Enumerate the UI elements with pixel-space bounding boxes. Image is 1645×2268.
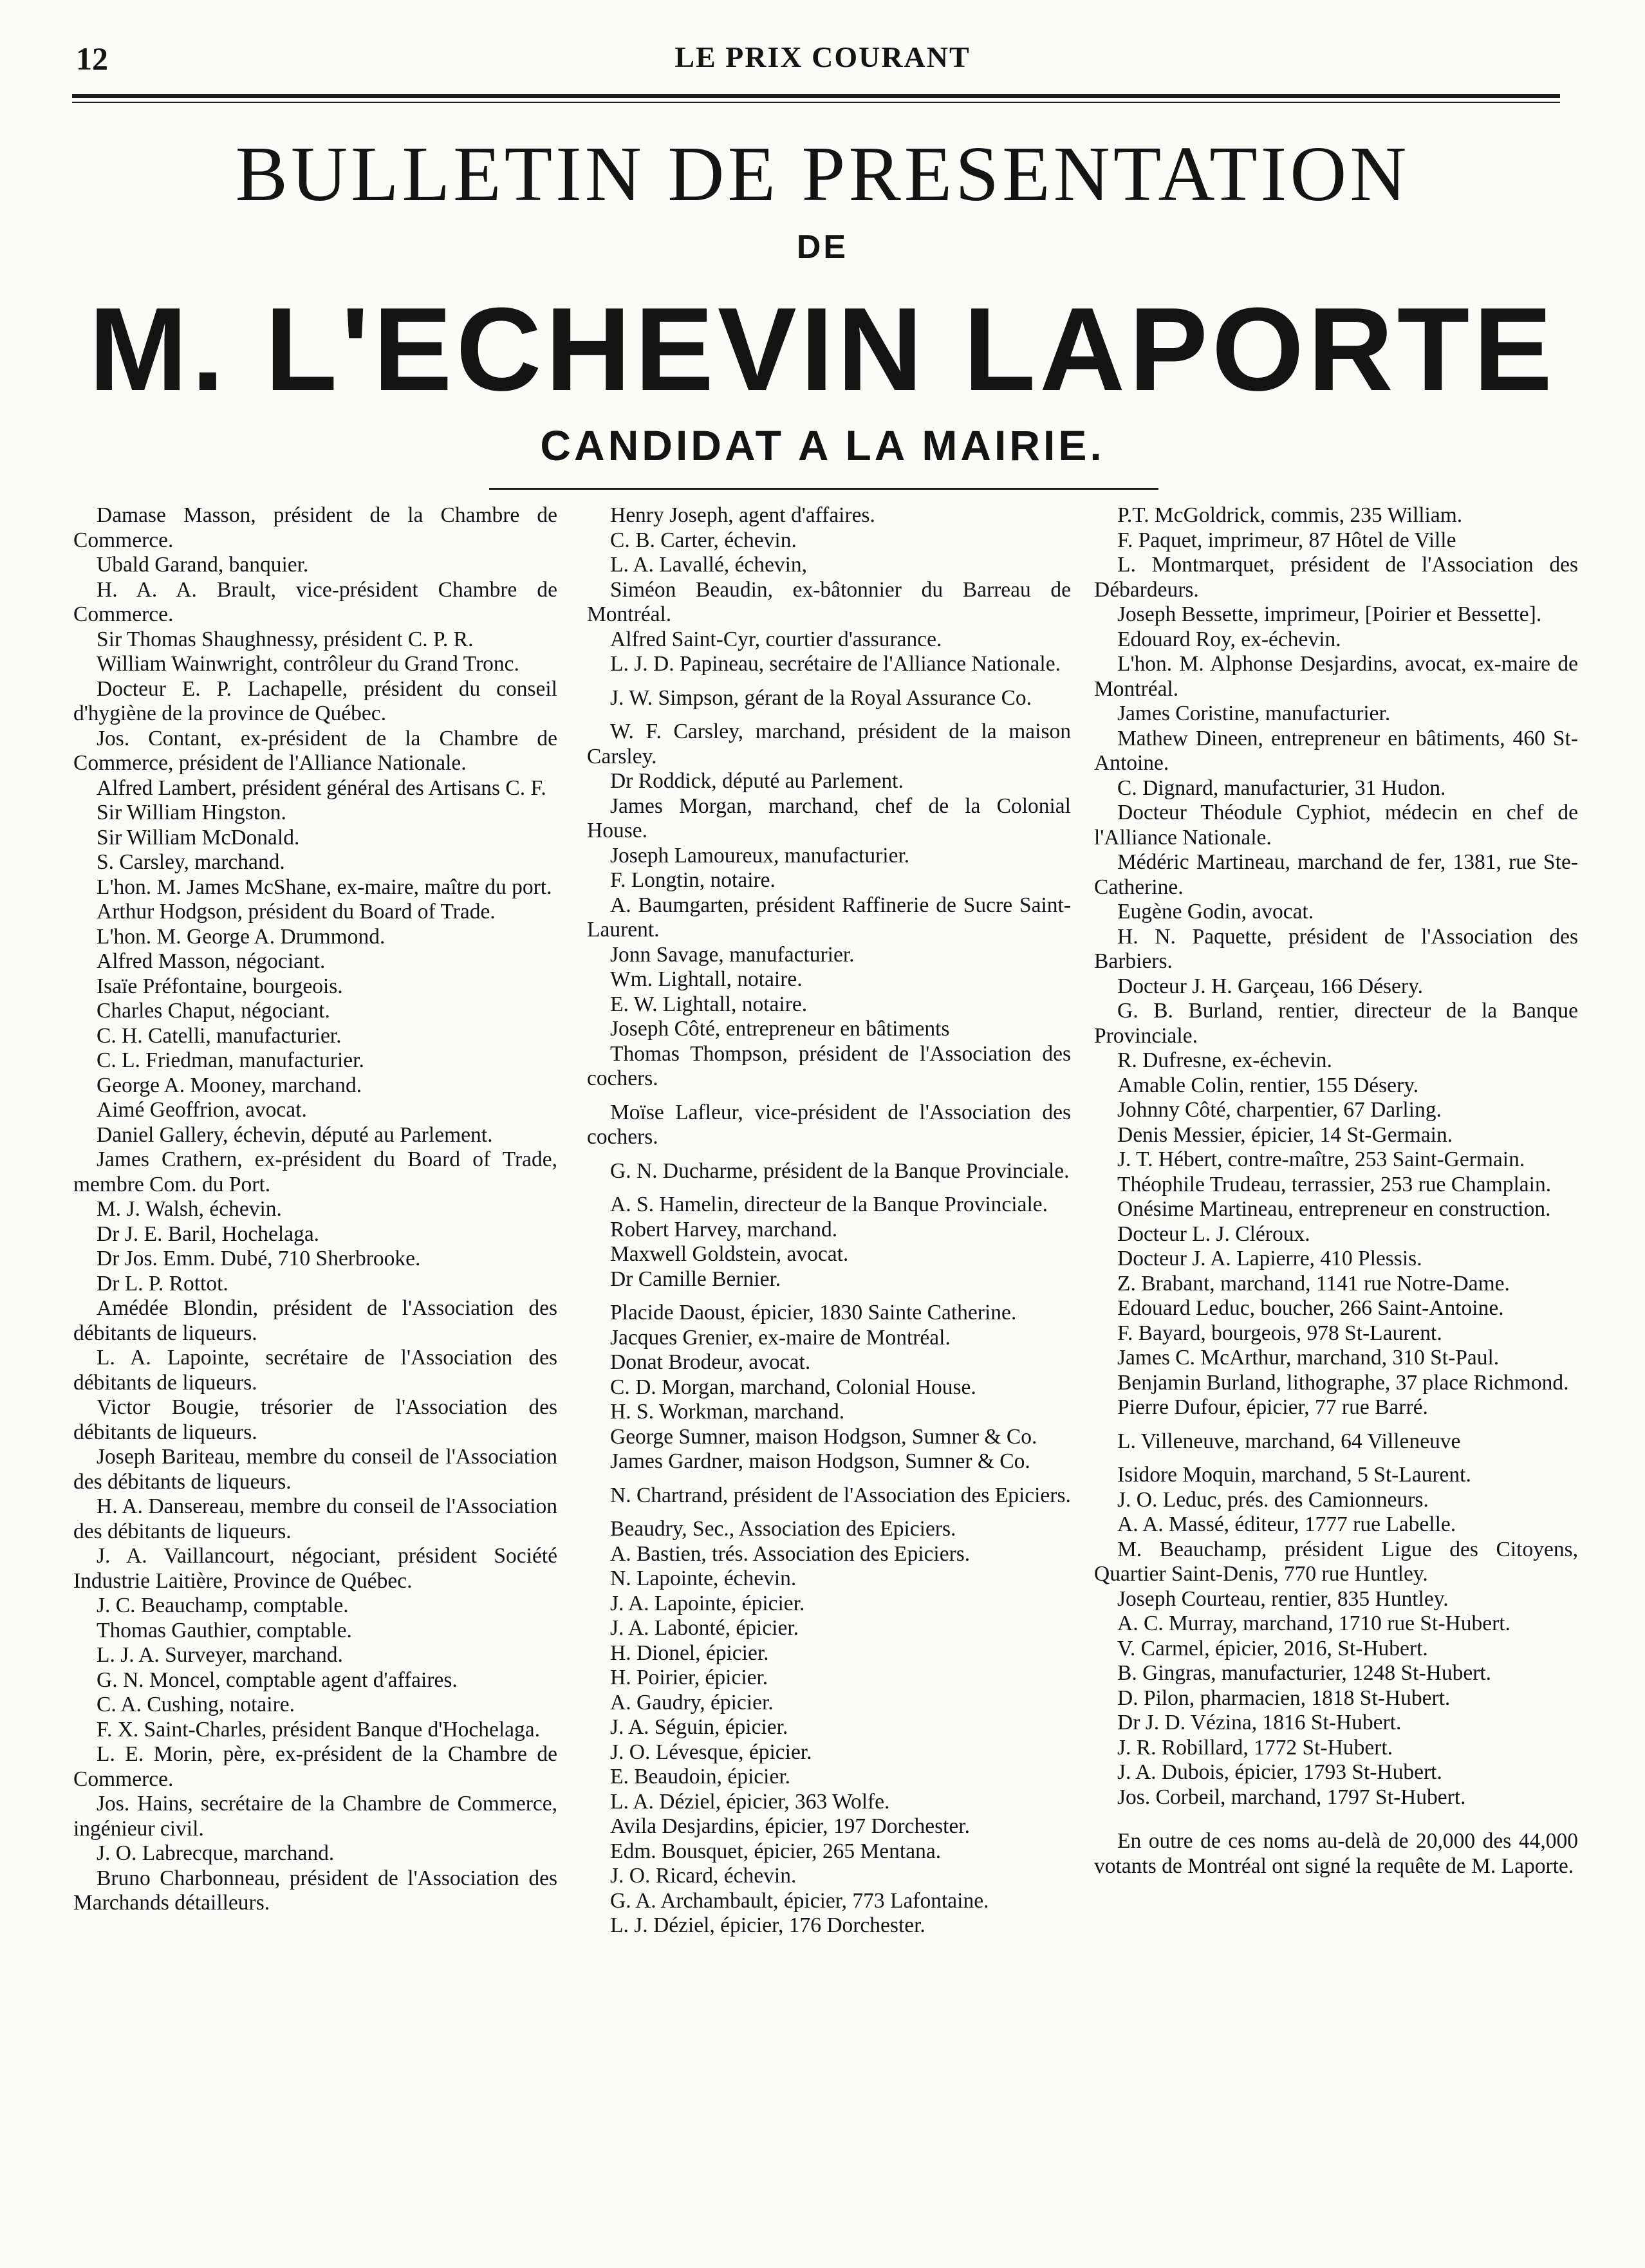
signatory-entry: J. O. Ricard, échevin. xyxy=(610,1864,797,1888)
signatory-entry: J. A. Dubois, épicier, 1793 St-Hubert. xyxy=(1117,1760,1442,1784)
signatory-entry: Sir William McDonald. xyxy=(97,825,300,850)
signatory-entry: Dr J. E. Baril, Hochelaga. xyxy=(97,1222,320,1246)
signatory-entry: F. X. Saint-Charles, président Banque d'Hochelaga. xyxy=(97,1717,541,1742)
signatory-entry: C. A. Cushing, notaire. xyxy=(97,1693,295,1716)
signatory-entry: Wm. Lightall, notaire. xyxy=(610,967,803,991)
signatory-entry: C. H. Catelli, manufacturier. xyxy=(97,1023,342,1048)
candidate-role: CANDIDAT A LA MAIRIE. xyxy=(540,422,1105,469)
closing-note: En outre de ces noms au-delà de 20,000 des 44,000 votants de Montréal ont signé la requête de M. Laporte. xyxy=(1094,1829,1578,1878)
signatory-entry: J. R. Robillard, 1772 St-Hubert. xyxy=(1117,1735,1393,1760)
signatory-entry: J. O. Labrecque, marchand. xyxy=(97,1841,335,1865)
signatory-entry: N. Lapointe, échevin. xyxy=(610,1566,797,1590)
signatory-entry: Théophile Trudeau, terrassier, 253 rue Champlain. xyxy=(1117,1172,1552,1196)
signatory-entry: Placide Daoust, épicier, 1830 Sainte Catherine. xyxy=(610,1301,1017,1325)
signatory-entry: Charles Chaput, négociant. xyxy=(97,999,330,1023)
signatory-entry: Edouard Leduc, boucher, 266 Saint-Antoine. xyxy=(1117,1296,1504,1320)
signatory-entry: G. N. Ducharme, président de la Banque Provinciale. xyxy=(610,1158,1070,1183)
header-rule-thick xyxy=(72,94,1560,98)
signatory-entry: Thomas Thompson, président de l'Association des cochers. xyxy=(587,1041,1071,1090)
signatory-entry: Victor Bougie, trésorier de l'Association des débitants de liqueurs. xyxy=(73,1395,557,1444)
signatory-entry: F. Bayard, bourgeois, 978 St-Laurent. xyxy=(1117,1321,1442,1345)
column-1 xyxy=(73,503,557,1916)
signatory-entry: L. A. Lapointe, secrétaire de l'Association des débitants de liqueurs. xyxy=(73,1346,557,1395)
signatory-entry: E. W. Lightall, notaire. xyxy=(610,992,808,1016)
signatory-entry: C. B. Carter, échevin. xyxy=(610,528,797,552)
signatory-entry: Daniel Gallery, échevin, député au Parlement. xyxy=(97,1122,493,1147)
signatory-entry: L'hon. M. George A. Drummond. xyxy=(97,924,386,949)
journal-title: LE PRIX COURANT xyxy=(674,41,971,73)
signatory-entry: L. Montmarquet, président de l'Association des Débardeurs. xyxy=(1094,553,1578,602)
signatory-entry: J. O. Lévesque, épicier. xyxy=(610,1740,812,1764)
signatory-entry: Pierre Dufour, épicier, 77 rue Barré. xyxy=(1117,1395,1428,1419)
signatory-entry: Isaïe Préfontaine, bourgeois. xyxy=(97,974,343,998)
signatory-entry: Alfred Saint-Cyr, courtier d'assurance. xyxy=(610,627,942,651)
signatory-entry: George A. Mooney, marchand. xyxy=(97,1073,362,1097)
signatory-entry: F. Paquet, imprimeur, 87 Hôtel de Ville xyxy=(1117,528,1456,552)
signatory-entry: Avila Desjardins, épicier, 197 Dorchester. xyxy=(610,1814,970,1838)
signatory-entry: Jos. Corbeil, marchand, 1797 St-Hubert. xyxy=(1117,1785,1466,1809)
signatory-entry: Médéric Martineau, marchand de fer, 1381, rue Ste-Catherine. xyxy=(1094,850,1578,899)
signatory-entry: Edm. Bousquet, épicier, 265 Mentana. xyxy=(610,1839,942,1863)
signatory-entry: Amédée Blondin, président de l'Association des débitants de liqueurs. xyxy=(73,1296,557,1345)
signatory-entry: M. Beauchamp, président Ligue des Citoyens, Quartier Saint-Denis, 770 rue Huntley. xyxy=(1094,1537,1578,1586)
signatory-entry: F. Longtin, notaire. xyxy=(610,868,776,892)
column-3 xyxy=(1094,503,1578,1901)
title-rule xyxy=(489,488,1158,490)
signatory-entry: Dr L. P. Rottot. xyxy=(97,1271,228,1296)
signatory-entry: Alfred Lambert, président général des Artisans C. F. xyxy=(97,776,546,800)
signatory-entry: James Morgan, marchand, chef de la Colonial House. xyxy=(587,794,1071,842)
candidate-name: M. L'ECHEVIN LAPORTE xyxy=(89,283,1556,415)
signatory-entry: H. S. Workman, marchand. xyxy=(610,1400,845,1424)
signatory-entry: B. Gingras, manufacturier, 1248 St-Hubert. xyxy=(1117,1661,1492,1685)
signatory-entry: S. Carsley, marchand. xyxy=(97,850,285,874)
signatory-entry: Mathew Dineen, entrepreneur en bâtiments, 460 St-Antoine. xyxy=(1094,726,1578,775)
running-head xyxy=(0,40,1645,81)
signatory-entry: J. W. Simpson, gérant de la Royal Assurance Co. xyxy=(610,685,1032,710)
signatory-entry: L. A. Lavallé, échevin, xyxy=(610,553,808,577)
signatory-entry: V. Carmel, épicier, 2016, St-Hubert. xyxy=(1117,1636,1428,1660)
signatory-entry: W. F. Carsley, marchand, président de la maison Carsley. xyxy=(587,720,1071,768)
signatory-entry: Docteur E. P. Lachapelle, président du conseil d'hygiène de la province de Québec. xyxy=(73,676,557,725)
signatory-entry: Joseph Lamoureux, manufacturier. xyxy=(610,843,910,868)
signatory-entry: James Gardner, maison Hodgson, Sumner & Co. xyxy=(610,1449,1030,1473)
signatory-entry: H. N. Paquette, président de l'Association des Barbiers. xyxy=(1094,924,1578,973)
signatory-entry: Benjamin Burland, lithographe, 37 place Richmond. xyxy=(1117,1370,1569,1395)
signatory-entry: J. A. Labonté, épicier. xyxy=(610,1616,799,1640)
signatory-entry: Docteur J. A. Lapierre, 410 Plessis. xyxy=(1117,1247,1422,1270)
signatory-entry: Thomas Gauthier, comptable. xyxy=(97,1618,352,1642)
signatory-entry: Jacques Grenier, ex-maire de Montréal. xyxy=(610,1325,951,1350)
signatory-entry: J. O. Leduc, prés. des Camionneurs. xyxy=(1117,1487,1429,1512)
signatory-entry: J. T. Hébert, contre-maître, 253 Saint-Germain. xyxy=(1117,1148,1525,1171)
signatory-entry: A. Gaudry, épicier. xyxy=(610,1690,774,1715)
signatory-entry: N. Chartrand, président de l'Association des Epiciers. xyxy=(610,1483,1071,1507)
signatory-entry: Jos. Hains, secrétaire de la Chambre de Commerce, ingénieur civil. xyxy=(73,1792,557,1841)
signatory-entry: Damase Masson, président de la Chambre de Commerce. xyxy=(73,503,557,552)
de-label: DE xyxy=(796,228,849,266)
signatory-entry: Eugène Godin, avocat. xyxy=(1117,900,1314,924)
signatory-entry: G. N. Moncel, comptable agent d'affaires. xyxy=(97,1668,458,1692)
signatory-entry: Moïse Lafleur, vice-président de l'Association des cochers. xyxy=(587,1100,1071,1149)
signatory-entry: Docteur L. J. Cléroux. xyxy=(1117,1222,1310,1246)
signatory-entry: Aimé Geoffrion, avocat. xyxy=(97,1098,307,1122)
signatory-entry: William Wainwright, contrôleur du Grand Tronc. xyxy=(97,652,519,676)
signatory-entry: Joseph Côté, entrepreneur en bâtiments xyxy=(610,1017,950,1041)
signatory-entry: Bruno Charbonneau, président de l'Association des Marchands détailleurs. xyxy=(73,1866,557,1915)
signatory-entry: A. C. Murray, marchand, 1710 rue St-Hubert. xyxy=(1117,1612,1510,1635)
signatory-entry: L. J. Déziel, épicier, 176 Dorchester. xyxy=(610,1913,925,1937)
signatory-entry: Edouard Roy, ex-échevin. xyxy=(1117,627,1341,651)
signatory-entry: H. A. Dansereau, membre du conseil de l'Association des débitants de liqueurs. xyxy=(73,1494,557,1543)
signatory-entry: Joseph Bessette, imprimeur, [Poirier et Bessette]. xyxy=(1117,602,1542,626)
signatory-entry: James C. McArthur, marchand, 310 St-Paul. xyxy=(1117,1346,1500,1370)
signatory-entry: J. C. Beauchamp, comptable. xyxy=(97,1594,349,1617)
signatory-entry: Joseph Courteau, rentier, 835 Huntley. xyxy=(1117,1586,1449,1611)
signatory-entry: R. Dufresne, ex-échevin. xyxy=(1117,1048,1332,1072)
signatory-entry: Beaudry, Sec., Association des Epiciers. xyxy=(610,1517,956,1541)
signatory-entry: L. J. D. Papineau, secrétaire de l'Alliance Nationale. xyxy=(610,652,1061,676)
column-3-list xyxy=(1094,503,1578,1810)
page-number: 12 xyxy=(76,41,108,77)
signatory-entry: Onésime Martineau, entrepreneur en construction. xyxy=(1117,1197,1551,1221)
signatory-entry: J. A. Vaillancourt, négociant, président Société Industrie Laitière, Province de Québec. xyxy=(73,1544,557,1593)
signatory-entry: L. Villeneuve, marchand, 64 Villeneuve xyxy=(1117,1429,1461,1453)
signatory-entry: Jos. Contant, ex-président de la Chambre de Commerce, président de l'Alliance Nationale. xyxy=(73,726,557,775)
signatory-entry: J. A. Séguin, épicier. xyxy=(610,1715,788,1739)
signatory-entry: L. A. Déziel, épicier, 363 Wolfe. xyxy=(610,1789,890,1814)
signatory-entry: L. E. Morin, père, ex-président de la Chambre de Commerce. xyxy=(73,1742,557,1791)
signatory-entry: M. J. Walsh, échevin. xyxy=(97,1197,282,1221)
signatory-entry: Ubald Garand, banquier. xyxy=(97,553,309,577)
signatory-entry: Alfred Masson, négociant. xyxy=(97,949,326,973)
signatory-entry: Dr J. D. Vézina, 1816 St-Hubert. xyxy=(1117,1711,1402,1734)
signatory-entry: Jonn Savage, manufacturier. xyxy=(610,942,855,967)
signatory-entry: C. Dignard, manufacturier, 31 Hudon. xyxy=(1117,776,1446,800)
signatory-entry: A. Bastien, trés. Association des Epiciers. xyxy=(610,1541,971,1566)
signatories-columns xyxy=(0,503,1645,2254)
signatory-entry: Henry Joseph, agent d'affaires. xyxy=(610,503,875,527)
signatory-entry: Sir William Hingston. xyxy=(97,801,286,824)
signatory-entry: G. B. Burland, rentier, directeur de la Banque Provinciale. xyxy=(1094,999,1578,1048)
signatory-entry: E. Beaudoin, épicier. xyxy=(610,1765,791,1789)
signatory-entry: G. A. Archambault, épicier, 773 Lafontaine. xyxy=(610,1888,989,1913)
signatory-entry: A. S. Hamelin, directeur de la Banque Provinciale. xyxy=(610,1193,1048,1216)
signatory-entry: A. Baumgarten, président Raffinerie de Sucre Saint-Laurent. xyxy=(587,893,1071,942)
signatory-entry: L'hon. M. Alphonse Desjardins, avocat, ex-maire de Montréal. xyxy=(1094,652,1578,701)
signatory-entry: Isidore Moquin, marchand, 5 St-Laurent. xyxy=(1117,1463,1471,1487)
signatory-entry: James Crathern, ex-président du Board of Trade, membre Com. du Port. xyxy=(73,1148,557,1196)
signatory-entry: H. Poirier, épicier. xyxy=(610,1666,768,1689)
signatory-entry: C. D. Morgan, marchand, Colonial House. xyxy=(610,1375,976,1399)
signatory-entry: Dr Camille Bernier. xyxy=(610,1267,781,1291)
headline: BULLETIN DE PRESENTATION xyxy=(235,131,1410,218)
signatory-entry: D. Pilon, pharmacien, 1818 St-Hubert. xyxy=(1117,1686,1451,1710)
signatory-entry: L. J. A. Surveyer, marchand. xyxy=(97,1643,343,1667)
signatory-entry: Donat Brodeur, avocat. xyxy=(610,1350,811,1374)
signatory-entry: Maxwell Goldstein, avocat. xyxy=(610,1242,849,1266)
signatory-entry: Siméon Beaudin, ex-bâtonnier du Barreau de Montréal. xyxy=(587,577,1071,626)
signatory-entry: Robert Harvey, marchand. xyxy=(610,1217,838,1241)
signatory-entry: C. L. Friedman, manufacturier. xyxy=(97,1048,364,1072)
signatory-entry: H. A. A. Brault, vice-président Chambre de Commerce. xyxy=(73,577,557,626)
signatory-entry: Johnny Côté, charpentier, 67 Darling. xyxy=(1117,1098,1442,1122)
signatory-entry: Sir Thomas Shaughnessy, président C. P. R. xyxy=(97,627,474,651)
signatory-entry: Dr Jos. Emm. Dubé, 710 Sherbrooke. xyxy=(97,1247,421,1270)
signatory-entry: James Coristine, manufacturier. xyxy=(1117,702,1391,725)
signatory-entry: J. A. Lapointe, épicier. xyxy=(610,1591,805,1615)
signatory-entry: A. A. Massé, éditeur, 1777 rue Labelle. xyxy=(1117,1512,1456,1536)
signatory-entry: Z. Brabant, marchand, 1141 rue Notre-Dame. xyxy=(1117,1271,1510,1296)
signatory-entry: Docteur Théodule Cyphiot, médecin en chef de l'Alliance Nationale. xyxy=(1094,801,1578,850)
signatory-entry: P.T. McGoldrick, commis, 235 William. xyxy=(1117,503,1463,527)
signatory-entry: Denis Messier, épicier, 14 St-Germain. xyxy=(1117,1122,1453,1147)
signatory-entry: Dr Roddick, député au Parlement. xyxy=(610,769,904,793)
signatory-entry: Arthur Hodgson, président du Board of Trade. xyxy=(97,900,496,924)
signatory-entry: Joseph Bariteau, membre du conseil de l'Association des débitants de liqueurs. xyxy=(73,1445,557,1494)
header-rule-thin xyxy=(72,102,1560,103)
signatory-entry: George Sumner, maison Hodgson, Sumner & Co. xyxy=(610,1424,1037,1449)
signatory-entry: Amable Colin, rentier, 155 Désery. xyxy=(1117,1073,1419,1097)
column-2 xyxy=(587,503,1071,1938)
signatory-entry: H. Dionel, épicier. xyxy=(610,1641,769,1665)
signatory-entry: Docteur J. H. Garçeau, 166 Désery. xyxy=(1117,974,1424,998)
signatory-entry: L'hon. M. James McShane, ex-maire, maître du port. xyxy=(97,875,552,899)
